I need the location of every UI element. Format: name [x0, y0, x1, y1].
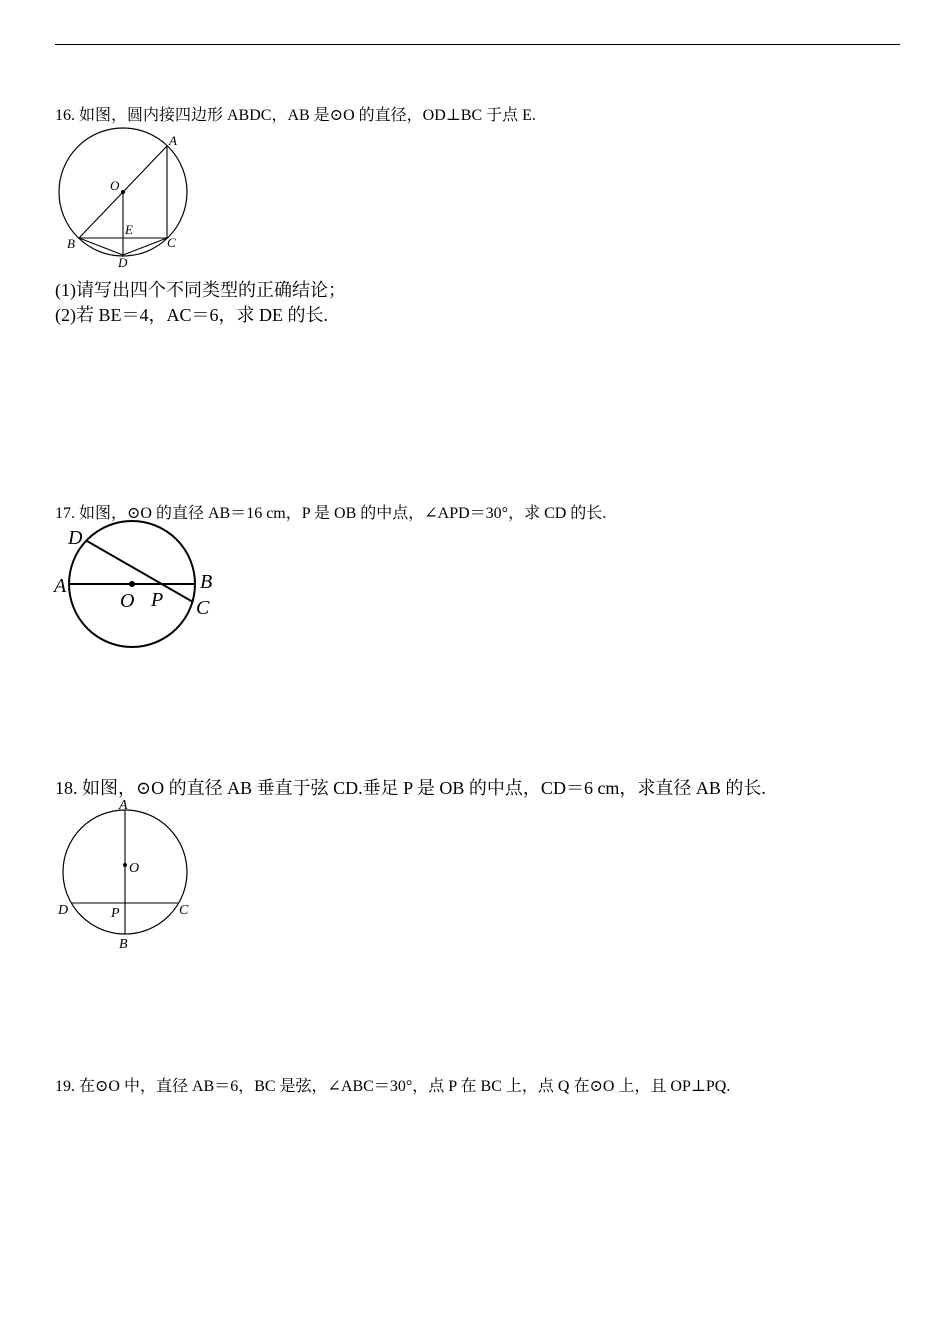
q17-stem: 如图，⊙O 的直径 AB＝16 cm，P 是 OB 的中点，∠APD＝30°，求 CD 的长. [79, 505, 607, 522]
q16-label-e: E [125, 222, 133, 237]
q16-stem: 如图，圆内接四边形 ABDC，AB 是⊙O 的直径，OD⊥BC 于点 E. [79, 107, 536, 124]
q16-label-d: D [118, 255, 128, 270]
q17-label-d: D [68, 527, 83, 549]
q16-part2: (2)若 BE＝4，AC＝6，求 DE 的长. [55, 305, 328, 325]
q18-label-b: B [119, 937, 128, 952]
q16-label-b: B [67, 236, 75, 251]
q18-stem: 如图，⊙O 的直径 AB 垂直于弦 CD.垂足 P 是 OB 的中点，CD＝6 cm，求直径 AB 的长. [82, 778, 766, 798]
q18-center-dot [123, 863, 127, 867]
q18-label-a: A [119, 798, 128, 813]
q16-label-a: A [169, 133, 177, 148]
q16-center-dot [121, 190, 125, 194]
q18-figure [50, 795, 200, 955]
q16-part1: (1)请写出四个不同类型的正确结论； [55, 280, 346, 300]
q18-label-o: O [129, 861, 140, 876]
q16-number: 16. [55, 107, 75, 124]
header-rule [55, 44, 900, 45]
q18-label-d: D [58, 903, 69, 918]
q17-chord-dc [87, 541, 193, 602]
q16-stem-line [55, 102, 536, 125]
q19-number: 19. [55, 1078, 75, 1095]
q17-label-b: B [200, 571, 213, 593]
q17-label-a: A [54, 575, 67, 597]
q19-stem: 在⊙O 中，直径 AB＝6，BC 是弦，∠ABC＝30°，点 P 在 BC 上，点 Q 在⊙O 上，且 OP⊥PQ. [79, 1078, 731, 1095]
q16-figure [50, 130, 200, 270]
q18-label-c: C [179, 903, 189, 918]
q17-center-dot [129, 581, 135, 587]
q18-number: 18. [55, 778, 78, 798]
q18-label-p: P [111, 906, 120, 921]
q17-label-p: P [151, 589, 164, 611]
q16-label-c: C [167, 235, 176, 250]
q16-label-o: O [110, 178, 120, 193]
q17-label-o: O [120, 590, 135, 612]
q19-stem-line [55, 1073, 730, 1096]
q17-stem-line [55, 500, 606, 523]
q17-label-c: C [196, 597, 210, 619]
q17-number: 17. [55, 505, 75, 522]
q17-figure [50, 522, 225, 652]
